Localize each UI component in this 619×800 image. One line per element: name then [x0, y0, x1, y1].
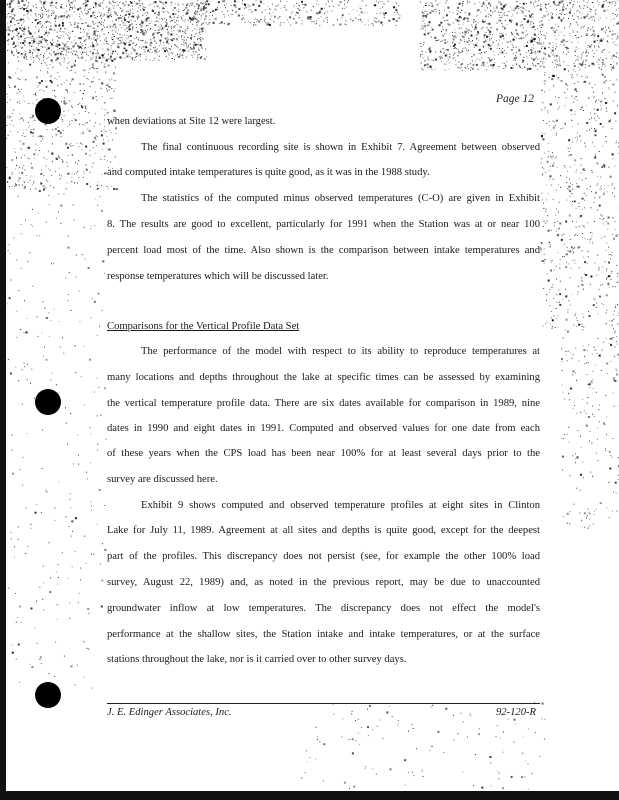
paragraph-4-line: dates in 1990 and eight dates in 1991. Computed and observed values for one date from each — [107, 423, 540, 434]
punch-hole-top — [35, 98, 61, 124]
paragraph-3-line: percent load most of the time. Also shown is the comparison between intake temperatures and — [107, 245, 540, 256]
section-heading: Comparisons for the Vertical Profile Data Set — [107, 321, 300, 332]
paragraph-1-line: when deviations at Site 12 were largest. — [107, 116, 276, 127]
paragraph-5-line: survey, August 22, 1989) and, as noted in the previous report, may be due to unaccounted — [107, 577, 540, 588]
paragraph-3-line: 8. The results are good to excellent, particularly for 1991 when the Station was at or near 100 — [107, 219, 540, 230]
paragraph-3-line: The statistics of the computed minus observed temperatures (C-O) are given in Exhibit — [141, 193, 540, 204]
paragraph-4-line: the vertical temperature profile data. There are six dates available for comparison in 1989, nine — [107, 398, 540, 409]
footer-report-number: 92-120-R — [496, 707, 537, 718]
footer-rule — [107, 703, 540, 704]
punch-hole-bottom — [35, 682, 61, 708]
paragraph-2-line: and computed intake temperatures is quite good, as it was in the 1988 study. — [107, 167, 430, 178]
footer-company: J. E. Edinger Associates, Inc. — [107, 707, 232, 718]
paragraph-2-line: The final continuous recording site is shown in Exhibit 7. Agreement between observed — [141, 142, 540, 153]
paragraph-5-line: performance at the shallow sites, the Station intake and intake temperatures, or at the surface — [107, 629, 540, 640]
paragraph-5-line: stations throughout the lake, nor is it carried over to other survey days. — [107, 654, 407, 665]
paragraph-4-line: many locations and depths throughout the lake at specific times can be assessed by examining — [107, 372, 540, 383]
paragraph-5-line: Lake for July 11, 1989. Agreement at all sites and depths is quite good, except for the deepest — [107, 525, 540, 536]
paragraph-4-line: of these years when the CPS load has been near 100% for at least several days prior to the — [107, 448, 540, 459]
paragraph-5-line: groundwater inflow at low temperatures. The discrepancy does not effect the model's — [107, 603, 540, 614]
paragraph-5-line: part of the profiles. This discrepancy does not persist (see, for example the other 100% load — [107, 551, 540, 562]
paragraph-3-line: response temperatures which will be discussed later. — [107, 271, 329, 282]
page-number: Page 12 — [496, 93, 535, 105]
paragraph-4-line: survey are discussed here. — [107, 474, 218, 485]
paragraph-5-line: Exhibit 9 shows computed and observed temperature profiles at eight sites in Clinton — [141, 500, 540, 511]
punch-hole-middle — [35, 389, 61, 415]
paragraph-4-line: The performance of the model with respect to its ability to reproduce temperatures at — [141, 346, 540, 357]
